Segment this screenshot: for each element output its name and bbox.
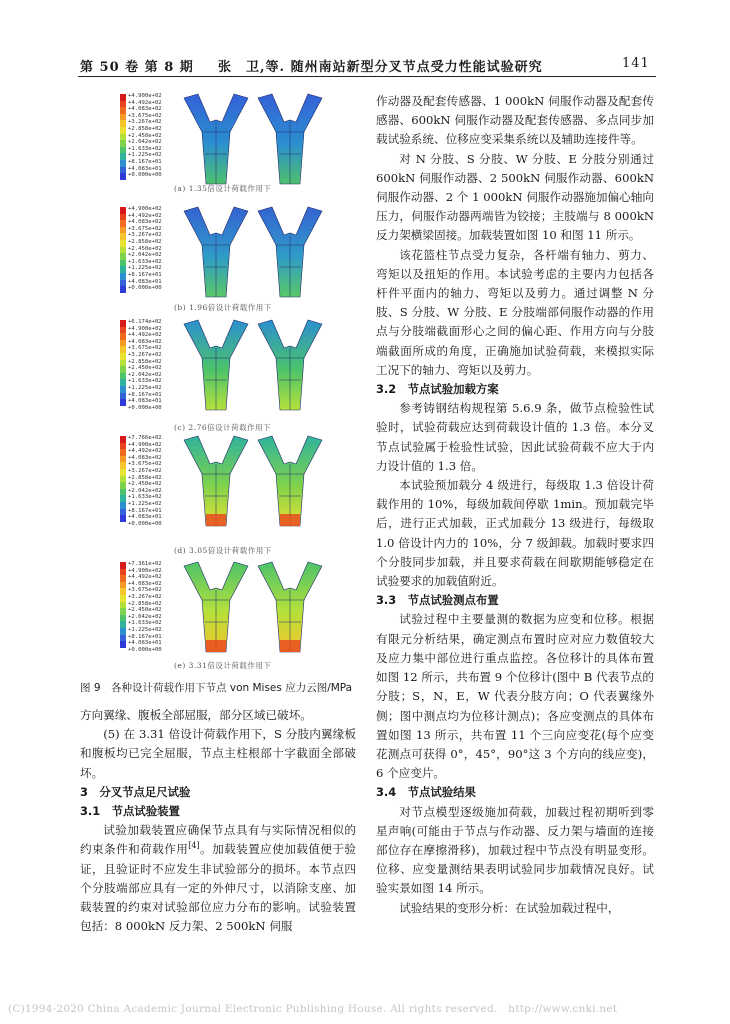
heading-3-4: 3.4 节点试验结果 [376, 785, 476, 800]
stress-legend [118, 561, 178, 653]
para-deformation: 试验结果的变形分析：在试验加载过程中， [399, 900, 620, 915]
para-loading-device [80, 821, 356, 936]
para-branches: 对 N 分肢、S 分肢、W 分肢、E 分肢分别通过 600kN 伺服作动器、2 500kN 伺服作动器、600kN 伺服作动器、2 个 1 000kN 伺服作动器施加偏心轴向压力，伺服作动器两端皆为铰接；主肢端与 8 000kN 反力架横梁固接。加载装置如图 10 和图 11 所示。 [376, 151, 654, 243]
node-model-view-1 [180, 434, 252, 530]
right-column [376, 92, 654, 918]
para-loading-device-b: 。加载装置应使加载值便于验证，且验证时不应发生非试验部分的损坏。本节点四个分肢端部应具有一定的外伸尺寸，以消除支座、加载装置的约束对试验部位应力分布的影响。试验装置包括：8 000kN 反力架、2 500kN 伺服 [80, 842, 356, 934]
node-model-view-2 [254, 560, 326, 656]
heading-3-3: 3.3 节点试验测点布置 [376, 593, 499, 608]
node-model-view-1 [180, 205, 252, 301]
subfigure-caption-b: (b) 1.96倍设计荷载作用下 [174, 303, 272, 312]
para-flange-web: 方向翼缘、腹板全部屈服，部分区域已破坏。 [80, 708, 312, 722]
running-title: 张 卫,等. 随州南站新型分叉节点受力性能试验研究 [218, 60, 543, 75]
para-preload: 本试验预加载分 4 级进行，每级取 1.3 倍设计荷载作用的 10%，每级加载间停歇 1min。预加载完毕后，进行正式加载，正式加载分 13 级进行，每级取 1.0 倍设计内力的 10%，分 7 级卸载。加载时要求四个分肢同步加载，并且要求荷载在间歇期能够稳定在试验要求的加载值附近。 [376, 478, 654, 589]
legend-color-bar [120, 320, 126, 406]
heading-3-1: 3.1 节点试验装置 [80, 804, 180, 819]
stress-legend [118, 94, 178, 182]
para-actuators: 作动器及配套传感器、1 000kN 伺服作动器及配套传感器、600kN 伺服作动器及配套传感器、多点同步加载试验系统、位移应变采集系统以及辅助连接件等。 [376, 94, 654, 147]
figure-caption: 图 9 各种设计荷载作用下节点 von Mises 应力云图/MPa [80, 682, 353, 694]
node-model-view-2 [254, 92, 326, 188]
legend-values: +4.900e+02 +4.492e+02 +4.083e+02 +3.675e+02 +3.267e+02 +2.858e+02 +2.450e+02 +2.042e+02 +1.633e+02 +1.225e+02 +8.167e+01 +4.083e+01 +0.000e+00 [128, 93, 162, 179]
legend-color-bar [120, 207, 126, 293]
header-rule [78, 76, 656, 77]
subfigure-caption-d: (d) 3.05倍设计荷载作用下 [174, 546, 272, 555]
legend-color-bar [120, 94, 126, 180]
copyright-footer: (C)1994-2020 China Academic Journal Electronic Publishing House. All rights reserved. http://www.cnki.net [8, 1003, 618, 1015]
left-column [80, 706, 356, 936]
heading-3-2: 3.2 节点试验加载方案 [376, 382, 499, 397]
para-internal-forces: 该花篮柱节点受力复杂，各杆端有轴力、剪力、弯矩以及扭矩的作用。本试验考虑的主要内力包括各杆件平面内的轴力、弯矩以及剪力。通过调整 N 分肢、S 分肢、W 分肢、E 分肢端部伺服作动器的作用点与分肢端截面形心之间的偏心距、作用方向与分肢端截面所成的角度，正确施加试验荷载，来模拟实际工况下的轴力、弯矩以及剪力。 [376, 247, 654, 377]
citation-4[interactable]: [4] [188, 841, 200, 851]
subfigure-caption-e: (e) 3.31倍设计荷载作用下 [174, 661, 272, 670]
legend-color-bar [120, 562, 126, 648]
stress-panel-c [118, 318, 318, 418]
legend-values: +7.766e+02 +4.900e+02 +4.492e+02 +4.083e+02 +3.675e+02 +3.267e+02 +2.858e+02 +2.450e+02 +2.042e+02 +1.633e+02 +1.225e+02 +8.167e+01 +4.083e+01 +0.000e+00 [128, 435, 162, 527]
subfigure-caption-a: (a) 1.35倍设计荷载作用下 [174, 184, 272, 193]
stress-panel-d [118, 434, 318, 534]
para-cast-steel-code: 参考铸钢结构规程第 5.6.9 条，做节点检验性试验时，试验荷载应达到荷载设计值的 1.3 倍。本分叉节点试验属于检验性试验，因此试验荷载不应大于内力设计值的 1.3 倍。 [376, 401, 654, 473]
subfigure-caption-c: (c) 2.76倍设计荷载作用下 [174, 423, 272, 432]
stress-legend [118, 319, 178, 411]
stress-legend [118, 207, 178, 295]
legend-values: +6.174e+02 +4.900e+02 +4.492e+02 +4.083e+02 +3.675e+02 +3.267e+02 +2.858e+02 +2.450e+02 +2.042e+02 +1.633e+02 +1.225e+02 +8.167e+01 +4.083e+01 +0.000e+00 [128, 319, 162, 411]
node-model-view-2 [254, 318, 326, 414]
node-model-view-2 [254, 205, 326, 301]
node-model-view-1 [180, 560, 252, 656]
journal-volume: 第 50 卷 第 8 期 [80, 60, 194, 75]
legend-values: +4.900e+02 +4.492e+02 +4.083e+02 +3.675e+02 +3.267e+02 +2.858e+02 +2.450e+02 +2.042e+02 +1.633e+02 +1.225e+02 +8.167e+01 +4.083e+01 +0.000e+00 [128, 206, 162, 292]
stress-panel-e [118, 560, 318, 660]
node-model-view-1 [180, 318, 252, 414]
para-results: 对节点模型逐级施加荷载，加载过程初期听到零星声响(可能由于节点与作动器、反力架与墙面的连接部位存在摩擦滑移)，加载过程中节点没有明显变形。位移、应变量测结果表明试验同步加载情况良好。试验实景如图 14 所示。 [376, 804, 654, 896]
stress-panel-a [118, 92, 318, 192]
para-loading-device-a: 试验加载装置应确保节点具有与实际情况相似的约束条件和荷载作用 [80, 823, 356, 857]
para-measuring-points: 试验过程中主要量测的数据为应变和位移。根据有限元分析结果，确定测点布置时应对应力数值较大及应力集中部位进行重点监控。各位移计的具体布置如图 12 所示，共布置 9 个位移计(图中 B 代表节点的分肢；S，N，E，W 代表分肢方向；O 代表翼缘外侧；图中测点均为位移计测点)；各应变测点的具体布置如图 13 所示，共布置 11 个三向应变花(每个应变花测点可获得 0°，45°，90°这 3 个方向的线应变)，6 个应变片。 [376, 612, 654, 781]
stress-panel-b [118, 205, 318, 305]
node-model-view-1 [180, 92, 252, 188]
legend-values: +7.361e+02 +4.900e+02 +4.492e+02 +4.083e+02 +3.675e+02 +3.267e+02 +2.858e+02 +2.450e+02 +2.042e+02 +1.633e+02 +1.225e+02 +8.167e+01 +4.083e+01 +0.000e+00 [128, 561, 162, 653]
stress-legend [118, 435, 178, 527]
legend-color-bar [120, 436, 126, 522]
para-load-331: (5) 在 3.31 倍设计荷载作用下，S 分肢内翼缘板和腹板均已完全屈服，节点主柱根部十字截面全部破坏。 [80, 727, 356, 780]
heading-3: 3 分叉节点足尺试验 [80, 784, 191, 799]
node-model-view-2 [254, 434, 326, 530]
page-number: 141 [622, 56, 650, 71]
